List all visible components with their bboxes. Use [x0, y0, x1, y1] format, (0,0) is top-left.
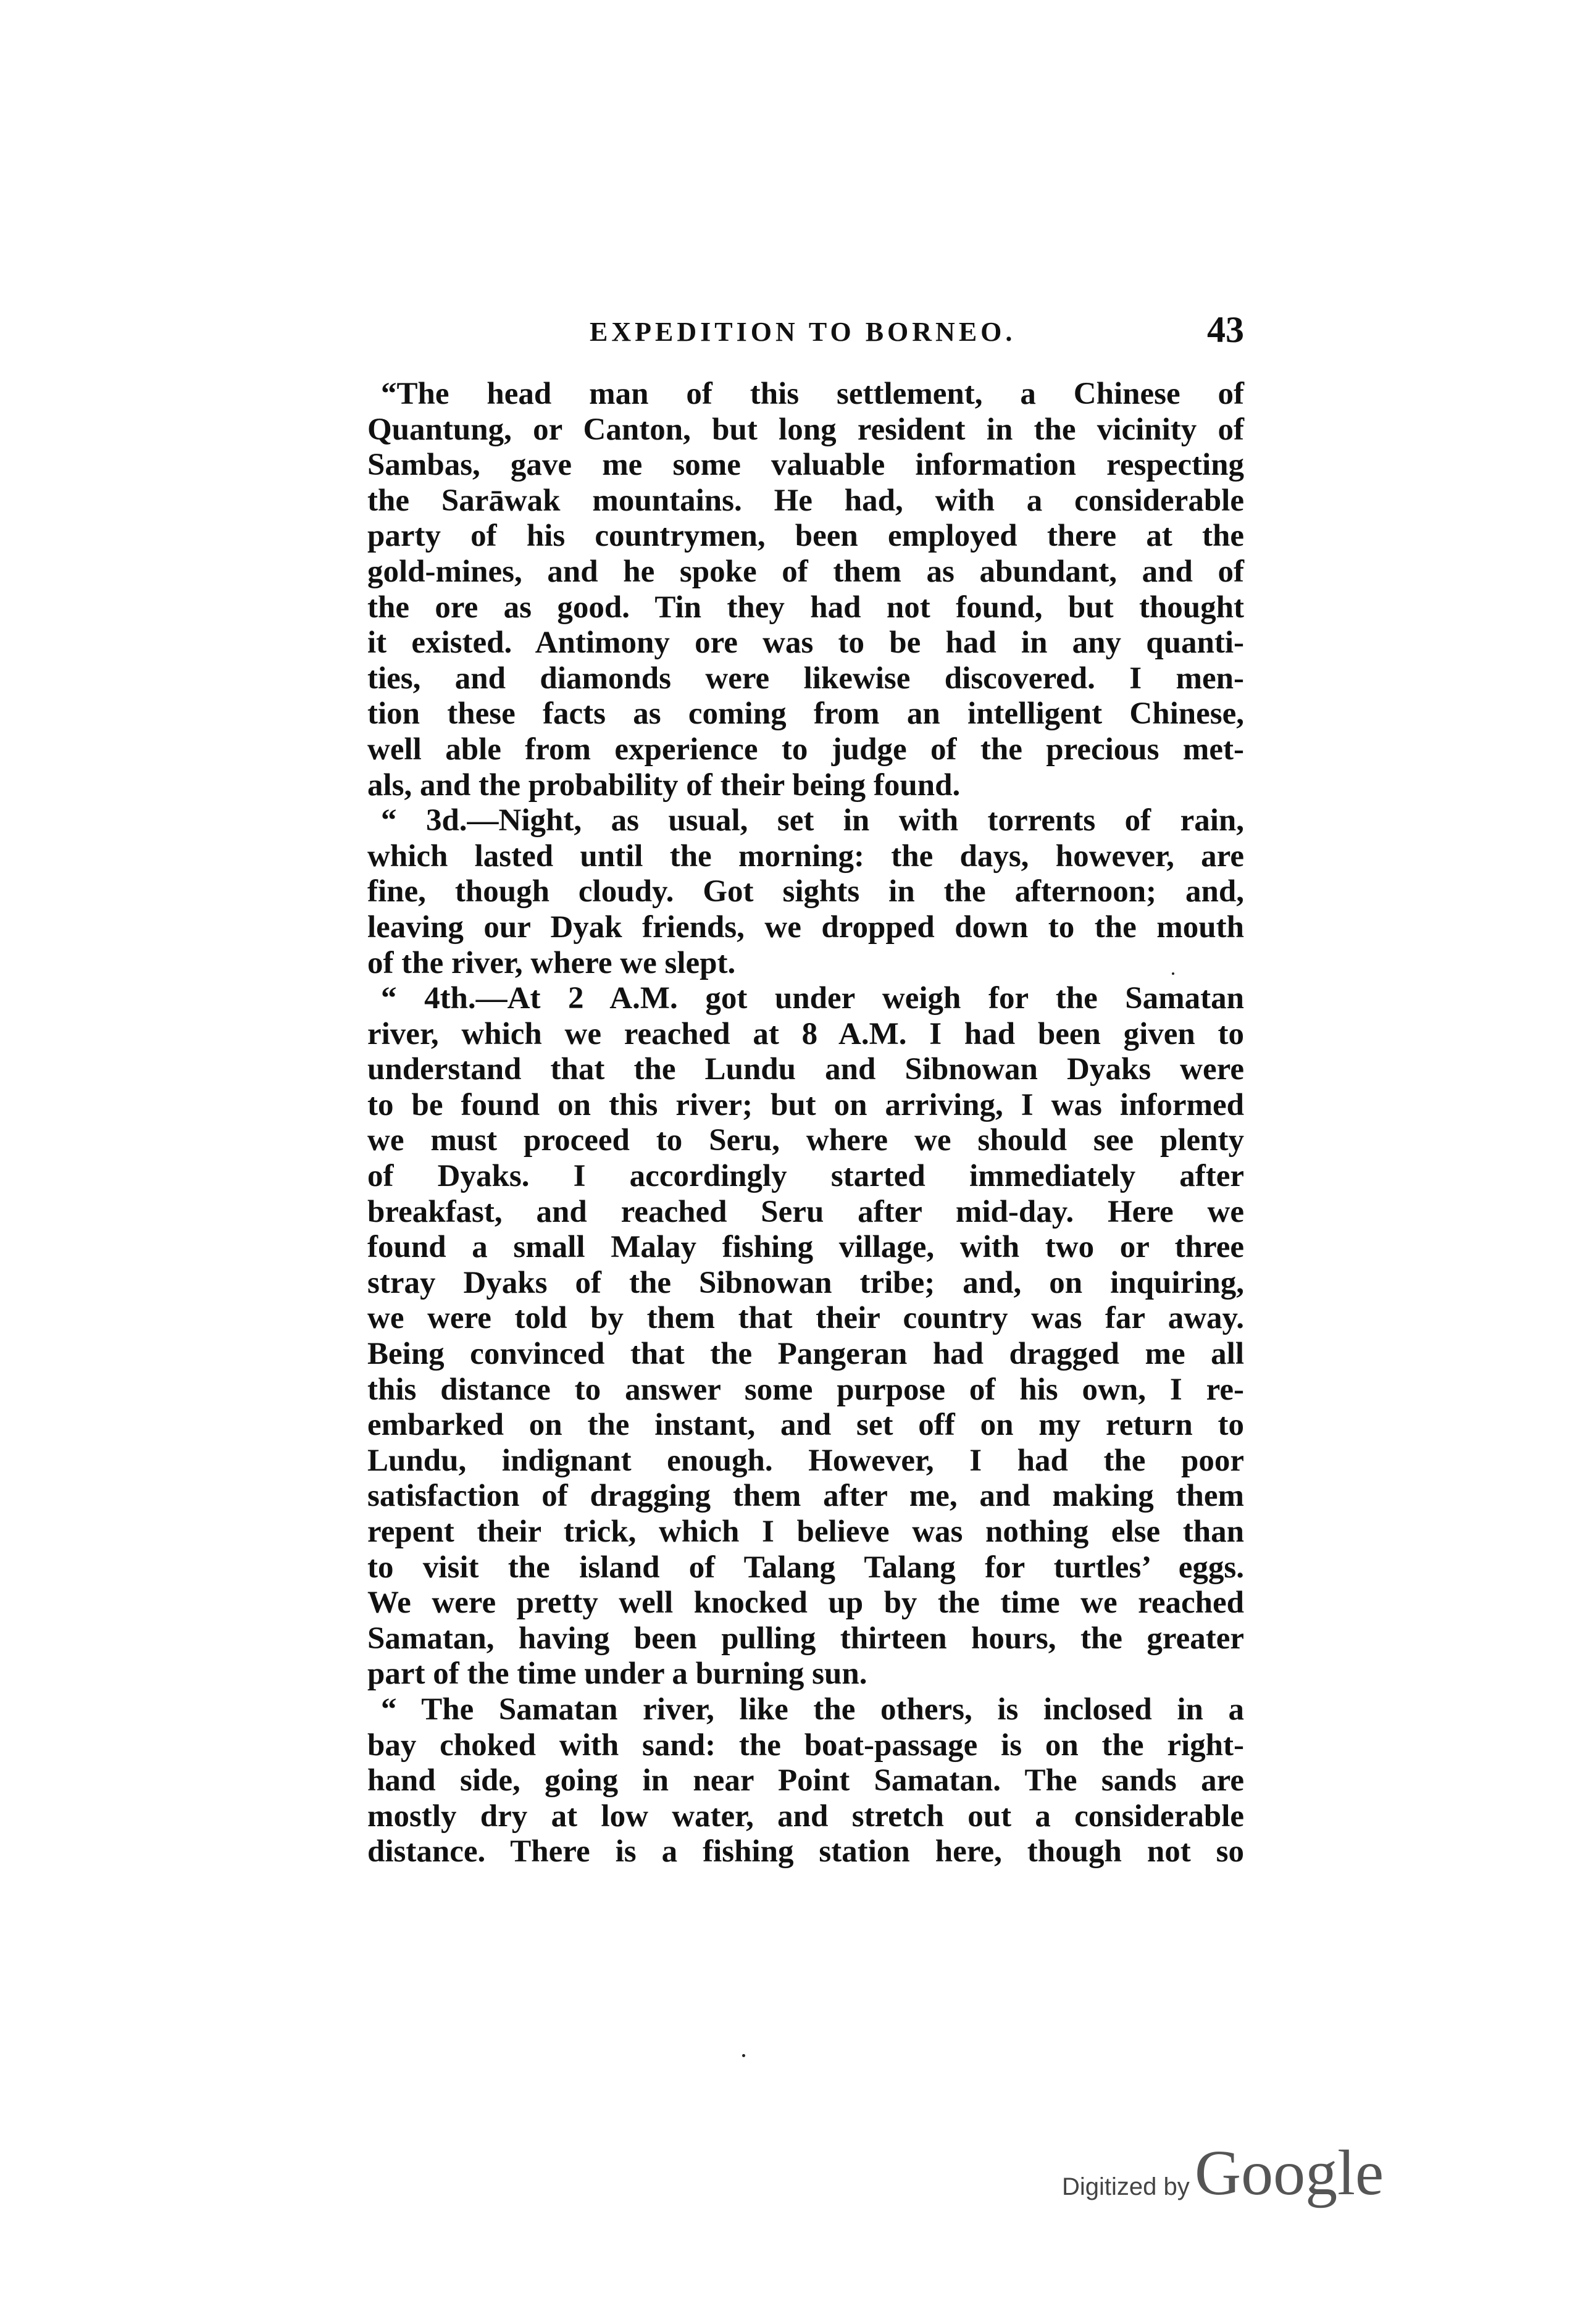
text-line: this distance to answer some purpose of his own, I re- — [367, 1372, 1244, 1407]
text-line: the Sarāwak mountains. He had, with a considerable — [367, 483, 1244, 518]
text-line: Sambas, gave me some valuable information respecting — [367, 448, 1244, 483]
text-line: embarked on the instant, and set off on my return to — [367, 1408, 1244, 1443]
text-line: river, which we reached at 8 A.M. I had been given to — [367, 1016, 1244, 1051]
text-line: mostly dry at low water, and stretch out a considerable — [367, 1798, 1244, 1834]
text-line: we must proceed to Seru, where we should see plenty — [367, 1123, 1244, 1158]
running-head — [367, 309, 1244, 358]
text-line: Quantung, or Canton, but long resident in the vicinity of — [367, 412, 1244, 447]
text-line: gold-mines, and he spoke of them as abundant, and of — [367, 554, 1244, 589]
running-title: EXPEDITION TO BORNEO. — [590, 317, 1016, 347]
text-line: repent their trick, which I believe was nothing else than — [367, 1514, 1244, 1549]
body-text — [367, 377, 1244, 1870]
text-line: breakfast, and reached Seru after mid-day. Here we — [367, 1194, 1244, 1229]
text-line: to visit the island of Talang Talang for turtles’ eggs. — [367, 1550, 1244, 1585]
text-line: bay choked with sand: the boat-passage is on the right- — [367, 1727, 1244, 1763]
text-line: of the river, where we slept. — [367, 945, 736, 980]
text-line: “ The Samatan river, like the others, is inclosed in a — [381, 1692, 1244, 1727]
page-number: 43 — [1207, 309, 1244, 350]
text-line: we were told by them that their country was far away. — [367, 1301, 1244, 1336]
text-line: Being convinced that the Pangeran had dragged me all — [367, 1337, 1244, 1372]
text-line: hand side, going in near Point Samatan. The sands are — [367, 1763, 1244, 1798]
text-line: found a small Malay fishing village, with two or three — [367, 1230, 1244, 1265]
scan-speck — [742, 2054, 745, 2057]
text-line: the ore as good. Tin they had not found, but thought — [367, 590, 1244, 625]
text-line: leaving our Dyak friends, we dropped down to the mouth — [367, 909, 1244, 945]
digitized-watermark — [1062, 2136, 1383, 2223]
text-line: Samatan, having been pulling thirteen hours, the greater — [367, 1621, 1244, 1656]
text-line: fine, though cloudy. Got sights in the afternoon; and, — [367, 874, 1244, 909]
text-line: Lundu, indignant enough. However, I had the poor — [367, 1443, 1244, 1478]
scan-speck — [1172, 972, 1174, 975]
text-line: of Dyaks. I accordingly started immediately after — [367, 1159, 1244, 1194]
text-line: “ 4th.—At 2 A.M. got under weigh for the Samatan — [381, 981, 1244, 1016]
text-line: “ 3d.—Night, as usual, set in with torrents of rain, — [381, 803, 1244, 838]
text-line: it existed. Antimony ore was to be had in any quanti- — [367, 625, 1244, 661]
text-line: party of his countrymen, been employed there at the — [367, 519, 1244, 554]
text-line: tion these facts as coming from an intelligent Chinese, — [367, 696, 1244, 732]
text-line: which lasted until the morning: the days, however, are — [367, 838, 1244, 874]
text-line: well able from experience to judge of the precious met- — [367, 732, 1244, 767]
text-line: satisfaction of dragging them after me, and making them — [367, 1479, 1244, 1514]
text-line: “The head man of this settlement, a Chinese of — [381, 377, 1244, 411]
text-line: part of the time under a burning sun. — [367, 1656, 867, 1692]
text-line: ties, and diamonds were likewise discovered. I men- — [367, 661, 1244, 696]
text-line: understand that the Lundu and Sibnowan Dyaks were — [367, 1052, 1244, 1087]
google-logo: Google — [1195, 2137, 1384, 2208]
text-line: distance. There is a fishing station here, though not so — [367, 1834, 1244, 1869]
text-line: als, and the probability of their being found. — [367, 767, 961, 803]
text-line: We were pretty well knocked up by the time we reached — [367, 1585, 1244, 1621]
text-line: stray Dyaks of the Sibnowan tribe; and, on inquiring, — [367, 1265, 1244, 1300]
text-line: to be found on this river; but on arriving, I was informed — [367, 1087, 1244, 1122]
watermark-prefix: Digitized by — [1062, 2173, 1190, 2200]
